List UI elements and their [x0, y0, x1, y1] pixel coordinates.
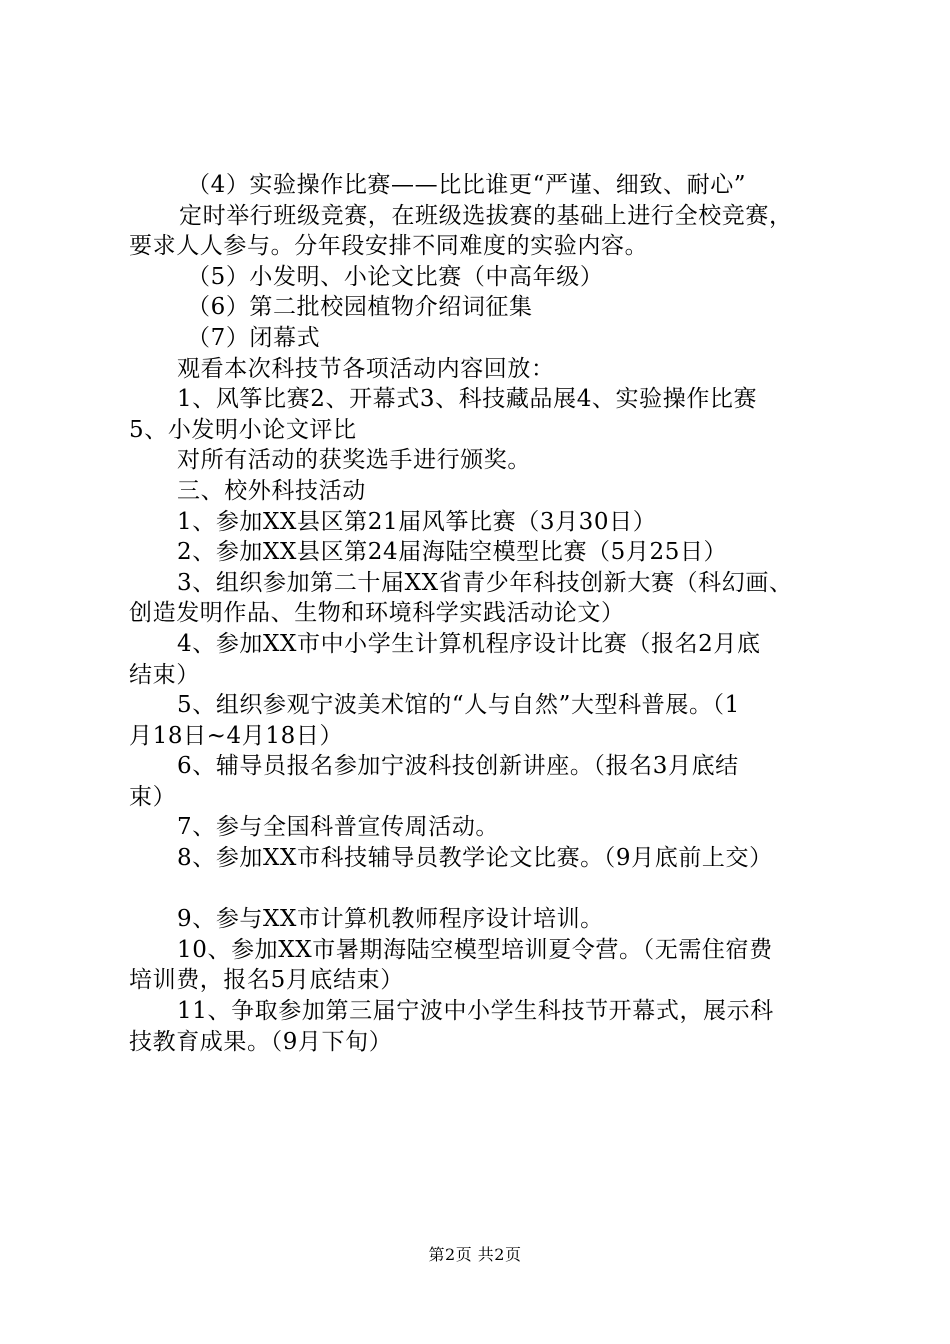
text-line: 结束） [129, 661, 200, 688]
text-line: 3、组织参加第二十届XX省青少年科技创新大赛（科幻画、 [177, 569, 793, 596]
text-line: 11、争取参加第三届宁波中小学生科技节开幕式，展示科 [177, 998, 774, 1025]
page-number-footer: 第2页 共2页 [428, 1245, 522, 1264]
text-line: 要求人人参与。分年段安排不同难度的实验内容。 [129, 233, 649, 260]
text-line: 8、参加XX市科技辅导员教学论文比赛。（9月底前上交） [177, 845, 773, 872]
text-line: 技教育成果。（9月下旬） [129, 1028, 393, 1055]
text-line: 观看本次科技节各项活动内容回放： [177, 355, 555, 382]
text-line: 4、参加XX市中小学生计算机程序设计比赛（报名2月底 [177, 630, 761, 657]
text-line: 1、参加XX县区第21届风筝比赛（3月30日） [177, 508, 657, 535]
text-line: （7）闭幕式 [187, 324, 321, 351]
text-line: 2、参加XX县区第24届海陆空模型比赛（5月25日） [177, 539, 728, 566]
text-line: （4）实验操作比赛——比比谁更“严谨、细致、耐心” [187, 172, 747, 198]
text-line: 培训费，报名5月底结束） [129, 967, 404, 994]
text-line: 对所有活动的获奖选手进行颁奖。 [177, 447, 531, 474]
text-line: 束） [129, 783, 177, 810]
text-line: 定时举行班级竞赛，在班级选拔赛的基础上进行全校竞赛， [179, 202, 793, 229]
text-line: 7、参与全国科普宣传周活动。 [177, 814, 500, 841]
text-line: 9、参与XX市计算机教师程序设计培训。 [177, 906, 604, 933]
text-line: （5）小发明、小论文比赛（中高年级） [187, 263, 604, 290]
text-line: 5、组织参观宁波美术馆的“人与自然”大型科普展。（1 [177, 692, 740, 719]
text-line: 10、参加XX市暑期海陆空模型培训夏令营。（无需住宿费 [177, 936, 773, 963]
text-line: 月18日~4月18日） [129, 722, 344, 749]
text-line: 6、辅导员报名参加宁波科技创新讲座。（报名3月底结 [177, 753, 739, 780]
paragraph-gap [129, 874, 834, 905]
document-body [129, 170, 834, 1057]
text-line: 三、校外科技活动 [177, 477, 366, 504]
text-line: （6）第二批校园植物介绍词征集 [187, 294, 533, 321]
text-line: 1、风筝比赛2、开幕式3、科技藏品展4、实验操作比赛 [177, 386, 758, 413]
text-line: 5、小发明小论文评比 [129, 416, 357, 443]
text-line: 创造发明作品、生物和环境科学实践活动论文） [129, 600, 625, 627]
